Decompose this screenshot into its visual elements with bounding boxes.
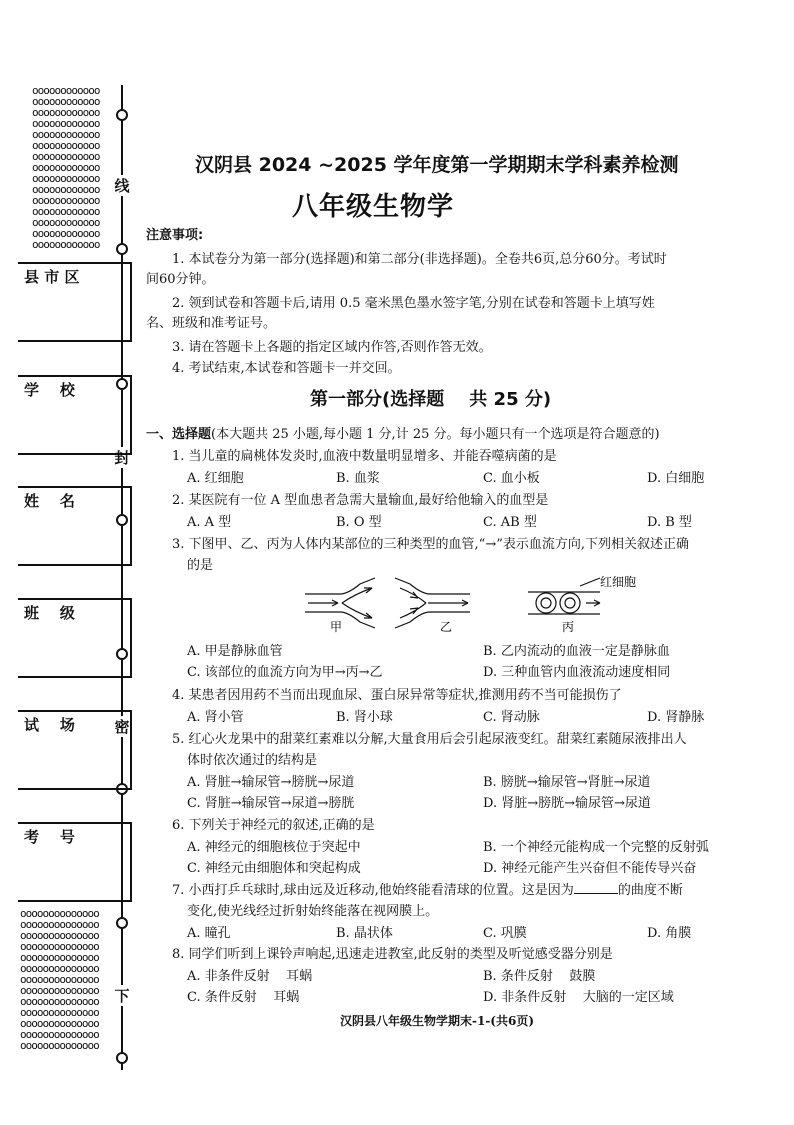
- section-desc: (本大题共 25 小题,每小题 1 分,计 25 分。每小题只有一个选项是符合题意的): [211, 427, 660, 442]
- option[interactable]: A. 肾脏→输尿管→膀胱→尿道: [187, 775, 355, 790]
- option[interactable]: A. 甲是静脉血管: [187, 644, 283, 659]
- option[interactable]: C. 血小板: [483, 471, 540, 486]
- binding-mark-mi: 密: [114, 718, 130, 736]
- notice-line: 4. 考试结束,本试卷和答题卡一并交回。: [172, 361, 401, 376]
- notice-line: 间60分钟。: [146, 272, 215, 287]
- field-label: 试 场: [24, 716, 75, 734]
- field-county[interactable]: [18, 262, 132, 342]
- section-instructions: [146, 423, 660, 442]
- option[interactable]: C. 肾动脉: [483, 710, 540, 725]
- option[interactable]: A. 神经元的细胞核位于突起中: [187, 840, 361, 855]
- blood-vessel-figure: [300, 574, 640, 634]
- option[interactable]: B. 血浆: [336, 471, 380, 486]
- binding-mark-xia: 下: [114, 987, 130, 1005]
- option[interactable]: C. AB 型: [483, 515, 537, 530]
- option[interactable]: D. 非条件反射 大脑的一定区域: [483, 990, 674, 1005]
- question-stem: 5. 红心火龙果中的甜菜红素难以分解,大量食用后会引起尿液变红。甜菜红素随尿液排出人: [172, 732, 687, 747]
- question-stem: 6. 下列关于神经元的叙述,正确的是: [172, 818, 375, 833]
- notice-line: 1. 本试卷分为第一部分(选择题)和第二部分(非选择题)。全卷共6页,总分60分。考试时: [172, 252, 667, 267]
- option[interactable]: B. 乙内流动的血液一定是静脉血: [483, 644, 670, 659]
- exam-title: 汉阴县 2024 ~2025 学年度第一学期期末学科素养检测: [195, 154, 679, 176]
- part1-title: 第一部分(选择题 共 25 分): [310, 389, 552, 410]
- option[interactable]: B. 条件反射 鼓膜: [483, 969, 596, 984]
- field-name[interactable]: [18, 486, 132, 566]
- label-red-blood-cell: 红细胞: [600, 575, 637, 589]
- option[interactable]: D. 肾脏→膀胱→输尿管→尿道: [483, 796, 651, 811]
- field-label: 班 级: [24, 604, 75, 622]
- option[interactable]: A. 非条件反射 耳蜗: [187, 969, 313, 984]
- option[interactable]: D. 三种血管内血液流动速度相同: [483, 665, 671, 680]
- field-label: 县 市 区: [24, 268, 80, 286]
- page-footer: 汉阴县八年级生物学期末-1-(共6页): [340, 1014, 535, 1028]
- question-stem: 1. 当儿童的扁桃体发炎时,血液中数量明显增多、并能吞噬病菌的是: [172, 449, 557, 464]
- field-class[interactable]: [18, 598, 132, 678]
- vessel-yi: [395, 578, 470, 628]
- field-exam-number[interactable]: [18, 822, 132, 902]
- vessel-bing: [528, 578, 600, 614]
- field-label: 姓 名: [24, 492, 75, 510]
- option[interactable]: C. 条件反射 耳蜗: [187, 990, 300, 1005]
- question-stem: [172, 879, 683, 898]
- option[interactable]: C. 神经元由细胞体和突起构成: [187, 861, 361, 876]
- label-yi: 乙: [440, 620, 453, 634]
- option[interactable]: A. 红细胞: [187, 471, 244, 486]
- field-label: 考 号: [24, 828, 75, 846]
- question-stem: 体时依次通过的结构是: [187, 753, 318, 768]
- option[interactable]: D. B 型: [647, 515, 692, 530]
- binding-mark-xian: 线: [114, 177, 130, 195]
- option[interactable]: D. 肾静脉: [647, 710, 705, 725]
- binding-dots-bottom: oooooooooooooo oooooooooooooo oooooooooooooo oooooooooooooo oooooooooooooo oooooooooooooo oooooooooooooo oooooooooooooo oooooooooooooo oooooooooooooo oooooooooooooo oooooooooooooo oooooooooooooo: [20, 908, 99, 1051]
- option[interactable]: A. A 型: [187, 515, 232, 530]
- question-stem: 2. 某医院有一位 A 型血患者急需大量输血,最好给他输入的血型是: [172, 493, 549, 508]
- stem-part: 的曲度不断: [617, 883, 683, 898]
- question-stem: 3. 下图甲、乙、丙为人体内某部位的三种类型的血管,“→”表示血流方向,下列相关叙述正确: [172, 537, 689, 552]
- option[interactable]: A. 瞳孔: [187, 926, 231, 941]
- notice-line: 名、班级和准考证号。: [146, 316, 277, 331]
- option[interactable]: C. 巩膜: [483, 926, 527, 941]
- stem-part: 7. 小西打乒乓球时,球由远及近移动,他始终能看清球的位置。这是因为: [172, 883, 574, 898]
- subject-title: 八年级生物学: [292, 192, 455, 222]
- binding-ring: [116, 243, 128, 255]
- option[interactable]: B. 肾小球: [336, 710, 393, 725]
- option[interactable]: B. 膀胱→输尿管→肾脏→尿道: [483, 775, 651, 790]
- binding-dots-top: oooooooooooo oooooooooooo oooooooooooo oooooooooooo oooooooooooo oooooooooooo oooooooooooo oooooooooooo oooooooooooo oooooooooooo oooooooooooo oooooooooooo oooooooooooo oooooooooooo oooooooooooo: [32, 85, 100, 250]
- answer-blank[interactable]: [574, 881, 618, 894]
- option[interactable]: B. 一个神经元能构成一个完整的反射弧: [483, 840, 709, 855]
- field-school[interactable]: [18, 375, 132, 455]
- question-stem: 4. 某患者因用药不当而出现血尿、蛋白尿异常等症状,推测用药不当可能损伤了: [172, 688, 622, 703]
- label-jia: 甲: [330, 620, 343, 634]
- question-stem: 8. 同学们听到上课铃声响起,迅速走进教室,此反射的类型及听觉感受器分别是: [172, 947, 613, 962]
- notice-heading: 注意事项:: [146, 228, 204, 243]
- field-label: 学 校: [24, 381, 75, 399]
- section-head: 一、选择题: [146, 427, 212, 442]
- question-stem: 的是: [187, 558, 214, 573]
- option[interactable]: B. 晶状体: [336, 926, 393, 941]
- notice-line: 2. 领到试卷和答题卡后,请用 0.5 毫米黑色墨水签字笔,分别在试卷和答题卡上填写姓: [172, 296, 655, 311]
- option[interactable]: D. 白细胞: [647, 471, 705, 486]
- option[interactable]: D. 神经元能产生兴奋但不能传导兴奋: [483, 861, 697, 876]
- option[interactable]: B. O 型: [336, 515, 382, 530]
- binding-ring: [116, 1052, 128, 1064]
- binding-mark-feng: 封: [114, 449, 130, 467]
- binding-ring: [116, 109, 128, 121]
- option[interactable]: A. 肾小管: [187, 710, 244, 725]
- binding-ring: [116, 917, 128, 929]
- option[interactable]: D. 角膜: [647, 926, 692, 941]
- option[interactable]: C. 该部位的血流方向为甲→丙→乙: [187, 665, 383, 680]
- notice-line: 3. 请在答题卡上各题的指定区域内作答,否则作答无效。: [172, 340, 492, 355]
- field-exam-room[interactable]: [18, 710, 132, 790]
- question-stem: 变化,使光线经过折射始终能落在视网膜上。: [187, 904, 439, 919]
- label-bing: 丙: [562, 620, 575, 634]
- option[interactable]: C. 肾脏→输尿管→尿道→膀胱: [187, 796, 355, 811]
